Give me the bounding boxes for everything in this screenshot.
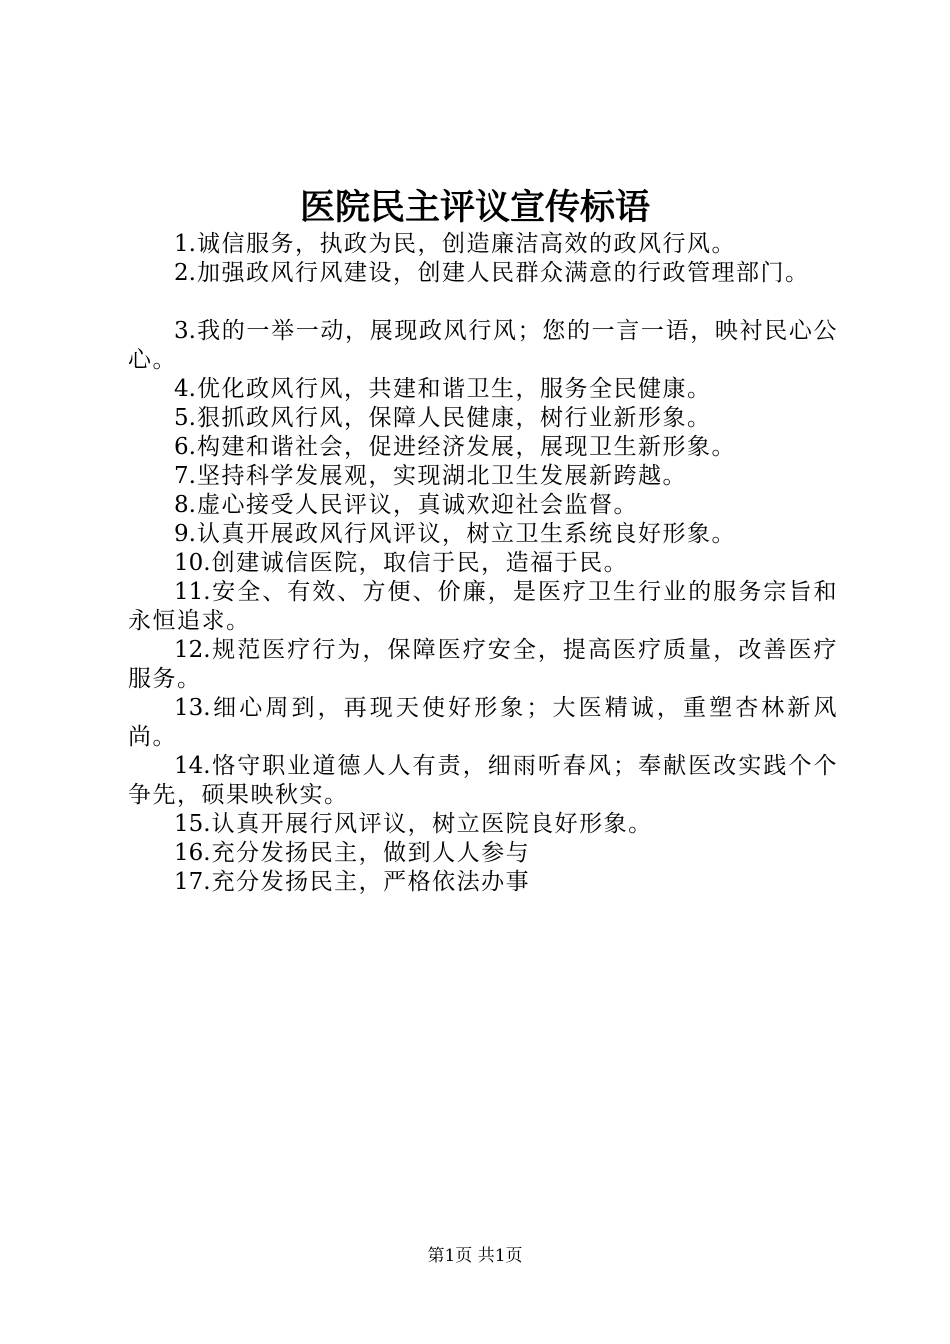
slogan-text: 认真开展行风评议，树立医院良好形象。 xyxy=(211,811,653,837)
slogan-item xyxy=(128,636,838,694)
slogan-item xyxy=(128,694,838,752)
slogan-number: 9. xyxy=(174,521,196,547)
slogan-number: 6. xyxy=(174,434,196,460)
slogan-number: 17. xyxy=(174,869,211,895)
slogan-number: 3. xyxy=(174,318,196,344)
slogan-text: 狠抓政风行风，保障人民健康，树行业新形象。 xyxy=(196,405,712,431)
slogan-item xyxy=(128,868,838,897)
slogan-text: 加强政风行风建设，创建人民群众满意的行政管理部门。 xyxy=(196,260,810,286)
slogan-item xyxy=(128,230,838,259)
slogan-text: 我的一举一动，展现政风行风；您的一言一语，映衬民心公心。 xyxy=(128,318,838,373)
slogan-number: 1. xyxy=(174,231,196,257)
slogan-item xyxy=(128,491,838,520)
slogan-text: 诚信服务，执政为民，创造廉洁高效的政风行风。 xyxy=(196,231,736,257)
slogan-number: 7. xyxy=(174,463,196,489)
slogan-item xyxy=(128,317,838,375)
page-number-label: 第1页 共1页 xyxy=(427,1246,523,1266)
slogan-list xyxy=(128,230,838,897)
slogan-item xyxy=(128,752,838,810)
slogan-number: 10. xyxy=(174,550,211,576)
slogan-number: 15. xyxy=(174,811,211,837)
slogan-number: 13. xyxy=(174,695,211,721)
slogan-text: 构建和谐社会，促进经济发展，展现卫生新形象。 xyxy=(196,434,736,460)
slogan-item xyxy=(128,839,838,868)
slogan-item xyxy=(128,549,838,578)
slogan-text: 恪守职业道德人人有责，细雨听春风；奉献医改实践个个争先，硕果映秋实。 xyxy=(128,753,838,808)
slogan-number: 4. xyxy=(174,376,196,402)
slogan-number: 16. xyxy=(174,840,211,866)
slogan-item xyxy=(128,578,838,636)
slogan-item xyxy=(128,433,838,462)
slogan-number: 2. xyxy=(174,260,196,286)
slogan-text: 充分发扬民主，严格依法办事 xyxy=(211,869,531,895)
slogan-item xyxy=(128,404,838,433)
slogan-text: 坚持科学发展观，实现湖北卫生发展新跨越。 xyxy=(196,463,687,489)
slogan-item xyxy=(128,810,838,839)
slogan-text: 创建诚信医院，取信于民，造福于民。 xyxy=(211,550,629,576)
slogan-number: 11. xyxy=(174,579,211,605)
slogan-text: 虚心接受人民评议，真诚欢迎社会监督。 xyxy=(196,492,638,518)
slogan-text: 充分发扬民主，做到人人参与 xyxy=(211,840,531,866)
slogan-number: 14. xyxy=(174,753,211,779)
slogan-text: 安全、有效、方便、价廉，是医疗卫生行业的服务宗旨和永恒追求。 xyxy=(128,579,838,634)
slogan-item xyxy=(128,259,838,288)
document-title: 医院民主评议宣传标语 xyxy=(299,187,650,228)
slogan-item xyxy=(128,462,838,491)
slogan-number: 5. xyxy=(174,405,196,431)
slogan-item xyxy=(128,375,838,404)
slogan-number: 8. xyxy=(174,492,196,518)
slogan-text: 认真开展政风行风评议，树立卫生系统良好形象。 xyxy=(196,521,736,547)
slogan-text: 优化政风行风，共建和谐卫生，服务全民健康。 xyxy=(196,376,712,402)
slogan-text: 规范医疗行为，保障医疗安全，提高医疗质量，改善医疗服务。 xyxy=(128,637,838,692)
page-footer xyxy=(0,1244,950,1268)
slogan-number: 12. xyxy=(174,637,211,663)
slogan-item xyxy=(128,520,838,549)
slogan-text: 细心周到，再现天使好形象；大医精诚，重塑杏林新风尚。 xyxy=(128,695,838,750)
